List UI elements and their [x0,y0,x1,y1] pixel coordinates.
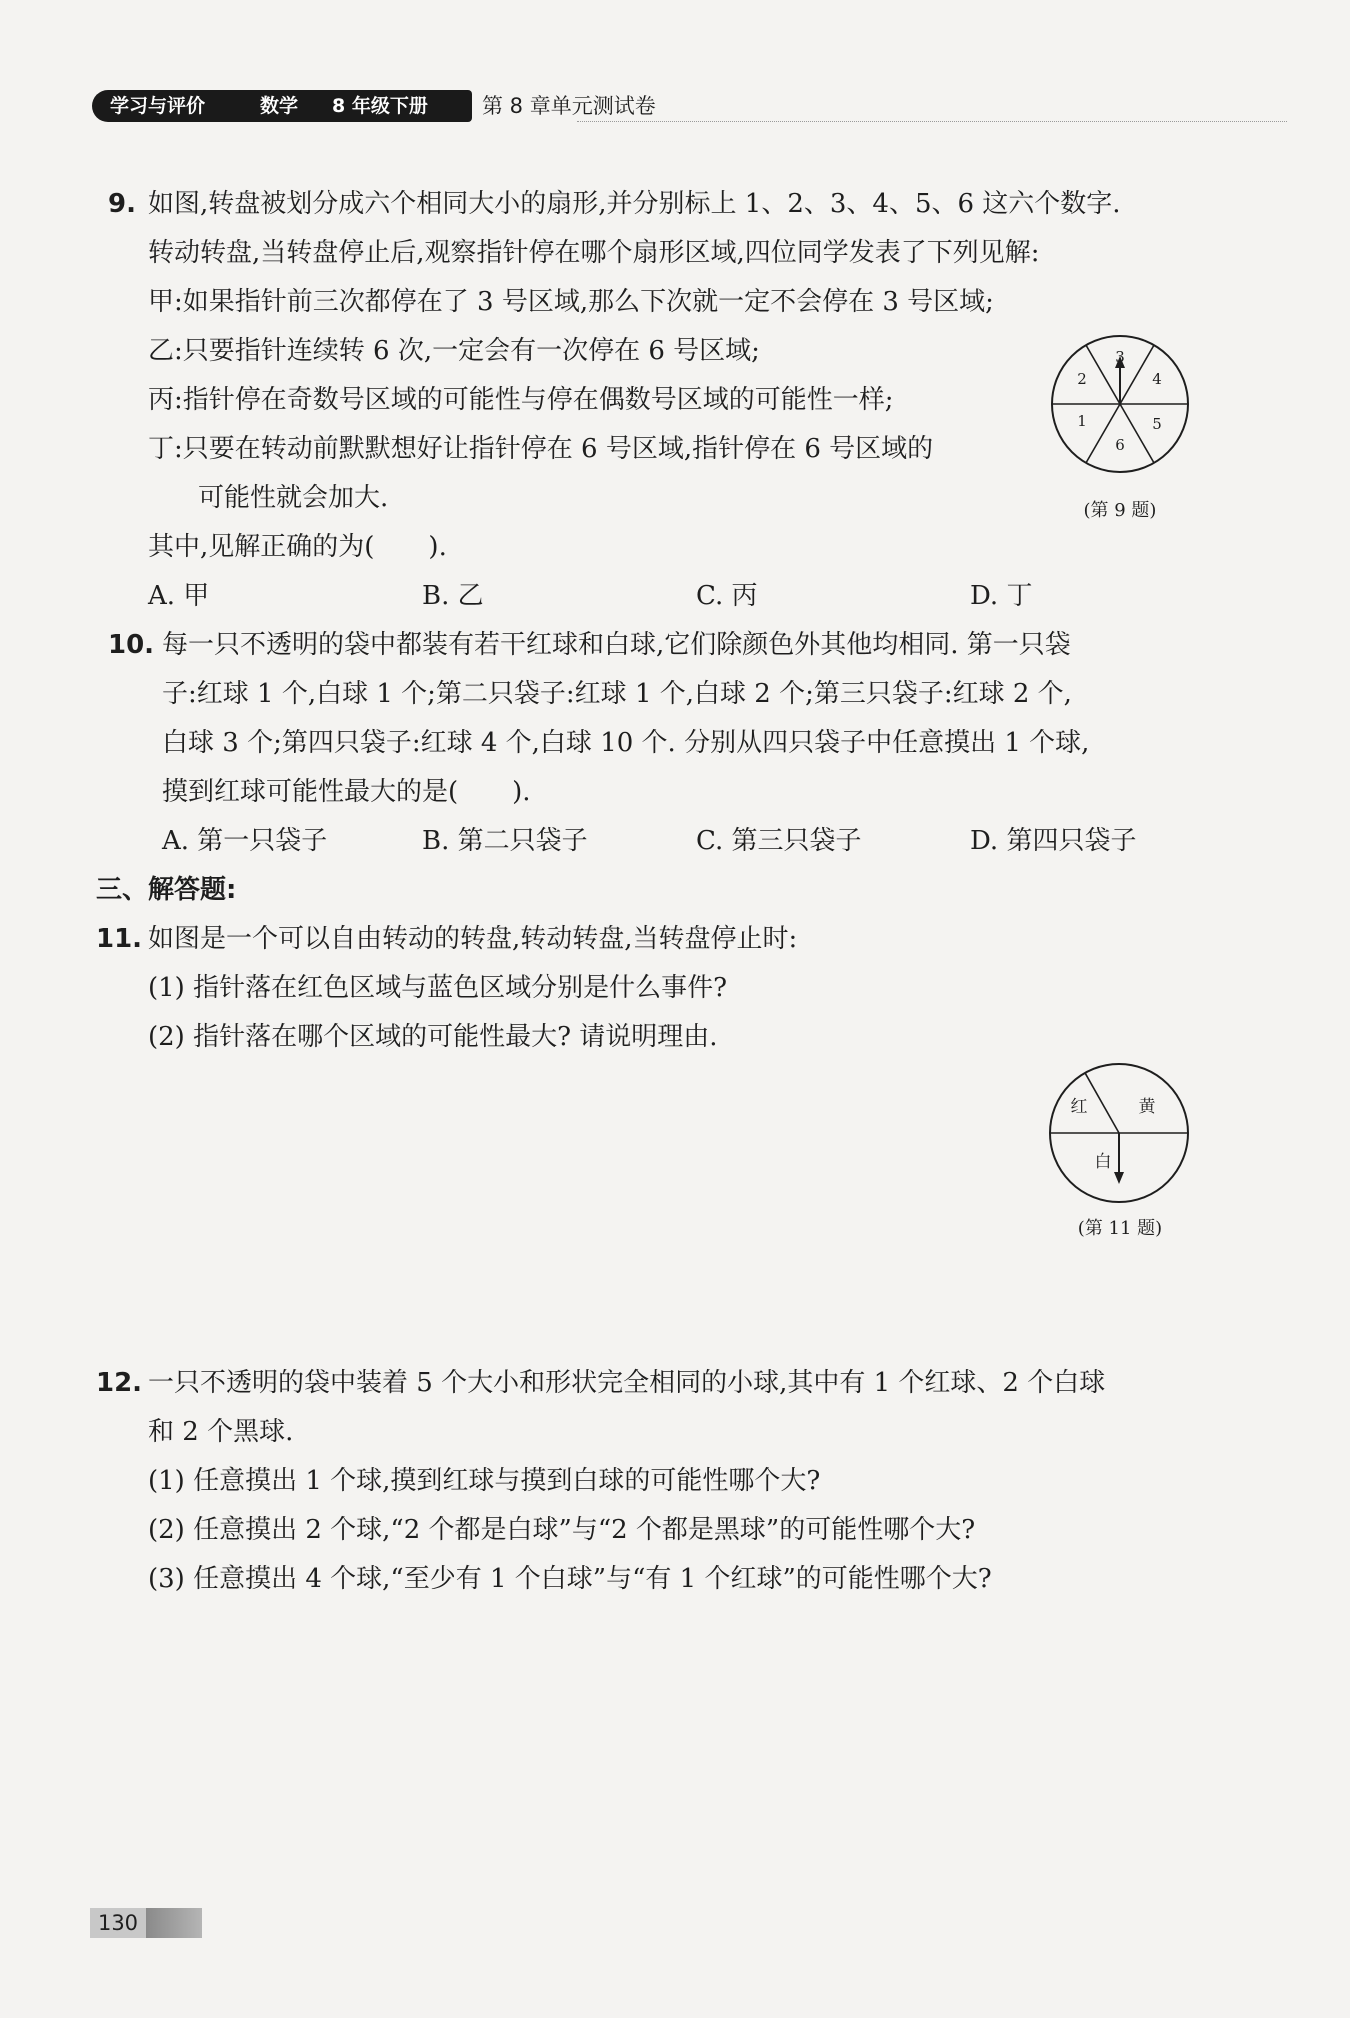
subject-label: 数学 [260,95,299,117]
q10-stem-end: ). [512,777,531,807]
q9-sector-label-5: 5 [1152,415,1162,433]
q9-option-d[interactable]: D. 丁 [970,581,1033,611]
q11-pointer-arrowhead [1114,1172,1124,1184]
q10-option-b[interactable]: B. 第二只袋子 [422,826,588,856]
page-number: 130 [90,1908,146,1938]
q12-line-1: 一只不透明的袋中装着 5 个大小和形状完全相同的小球,其中有 1 个红球、2 个白球 [148,1368,1106,1398]
series-title: 学习与评价 [110,95,206,117]
q11-red-label: 红 [1070,1097,1088,1117]
q11-yellow-label: 黄 [1138,1097,1156,1117]
q11-white-label: 白 [1094,1152,1112,1172]
q9-divider-3 [1120,404,1154,463]
q9-line-4: 乙:只要指针连续转 6 次,一定会有一次停在 6 号区域; [148,336,760,366]
q12-line-2: 和 2 个黑球. [148,1417,294,1447]
page-header [92,90,1192,122]
q11-spinner-figure [1046,1060,1192,1206]
chapter-title: 第 8 章单元测试卷 [482,94,656,118]
q10-line-4 [162,775,531,809]
q9-option-c[interactable]: C. 丙 [696,581,758,611]
q10-option-a[interactable]: A. 第一只袋子 [162,826,328,856]
q11-sub-2: (2) 指针落在哪个区域的可能性最大? 请说明理由. [148,1022,718,1052]
header-tab [92,90,472,122]
page-number-bar [146,1908,202,1938]
q9-line-6: 丁:只要在转动前默默想好让指针停在 6 号区域,指针停在 6 号区域的 [148,434,934,464]
q9-line-1: 如图,转盘被划分成六个相同大小的扇形,并分别标上 1、2、3、4、5、6 这六个数字. [148,189,1121,219]
q10-line-3: 白球 3 个;第四只袋子:红球 4 个,白球 10 个. 分别从四只袋子中任意摸出 1 个球, [162,728,1090,758]
q9-divider-4 [1086,404,1120,463]
q12-number: 12. [96,1368,143,1398]
q11-divider-upper [1085,1073,1119,1133]
q9-spinner-figure [1048,332,1192,476]
q9-line-8 [148,530,447,564]
q9-stem: 其中,见解正确的为( [148,532,375,562]
q11-sub-1: (1) 指针落在红色区域与蓝色区域分别是什么事件? [148,973,728,1003]
q12-sub-2: (2) 任意摸出 2 个球,“2 个都是白球”与“2 个都是黑球”的可能性哪个大? [148,1515,976,1545]
grade-label: 8 年级下册 [332,95,428,117]
q10-line-1: 每一只不透明的袋中都装有若干红球和白球,它们除颜色外其他均相同. 第一只袋 [162,630,1071,660]
q9-line-3: 甲:如果指针前三次都停在了 3 号区域,那么下次就一定不会停在 3 号区域; [148,287,994,317]
q11-number: 11. [96,924,143,954]
section-heading: 三、解答题: [96,875,237,905]
q12-sub-1: (1) 任意摸出 1 个球,摸到红球与摸到白球的可能性哪个大? [148,1466,821,1496]
q9-number: 9. [108,189,136,219]
q9-line-5: 丙:指针停在奇数号区域的可能性与停在偶数号区域的可能性一样; [148,385,894,415]
q12-sub-3: (3) 任意摸出 4 个球,“至少有 1 个白球”与“有 1 个红球”的可能性哪个大? [148,1564,992,1594]
q9-sector-label-4: 4 [1152,370,1162,388]
q10-option-c[interactable]: C. 第三只袋子 [696,826,862,856]
q9-line-2: 转动转盘,当转盘停止后,观察指针停在哪个扇形区域,四位同学发表了下列见解: [148,238,1040,268]
q9-divider-1 [1120,345,1154,404]
q9-option-b[interactable]: B. 乙 [422,581,484,611]
q9-line-7: 可能性就会加大. [198,483,389,513]
q9-sector-label-1: 1 [1077,412,1087,430]
q9-stem-end: ). [428,532,447,562]
q9-sector-label-6: 6 [1115,436,1125,454]
q10-number: 10. [108,630,155,660]
q9-sector-label-3: 3 [1115,348,1125,366]
q10-line-2: 子:红球 1 个,白球 1 个;第二只袋子:红球 1 个,白球 2 个;第三只袋子:红球 2 个, [162,679,1072,709]
q10-stem: 摸到红球可能性最大的是( [162,777,459,807]
q10-option-d[interactable]: D. 第四只袋子 [970,826,1137,856]
q11-figure-caption: (第 11 题) [1077,1218,1163,1239]
q9-figure-caption: (第 9 题) [1083,500,1157,521]
q9-sector-label-2: 2 [1077,370,1087,388]
q11-line-1: 如图是一个可以自由转动的转盘,转动转盘,当转盘停止时: [148,924,798,954]
header-rule [577,121,1287,122]
q9-option-a[interactable]: A. 甲 [148,581,210,611]
